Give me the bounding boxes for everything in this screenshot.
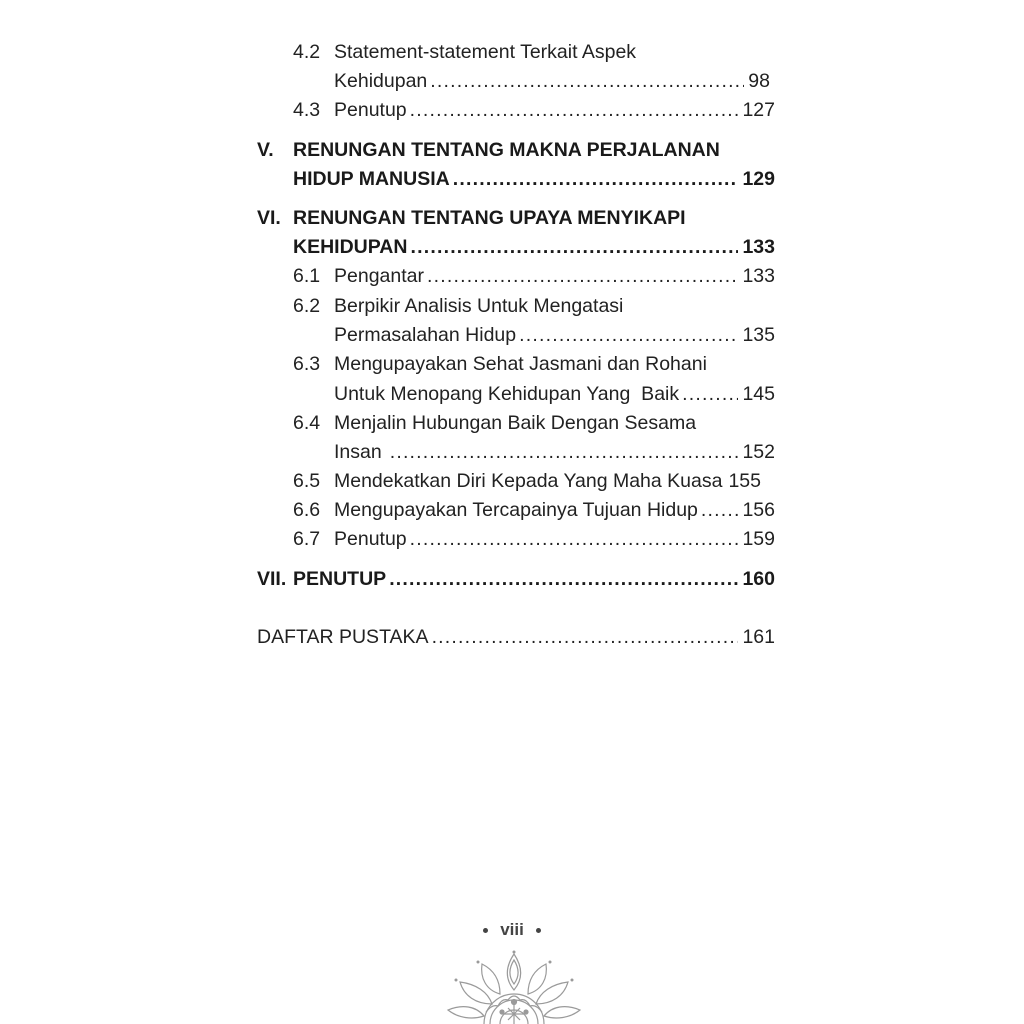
- toc-chapter-number: VII.: [257, 568, 287, 590]
- dot-leader: [410, 233, 738, 262]
- toc-entry-number: 6.3: [293, 353, 321, 375]
- dot-leader: [390, 438, 739, 467]
- bullet-icon: [483, 928, 488, 933]
- toc-entry-number: 6.5: [293, 470, 321, 492]
- dot-leader: [701, 496, 739, 525]
- dot-leader: [427, 262, 738, 291]
- toc-entry-page: 161: [742, 626, 775, 648]
- toc-entry-page: 135: [742, 324, 775, 346]
- toc-entry-4-2: [293, 38, 775, 67]
- toc-entry-6-3-cont: [334, 380, 775, 409]
- dot-leader: [430, 67, 744, 96]
- toc-chapter-title: HIDUP MANUSIA: [293, 168, 450, 190]
- toc-entry-title: Mengupayakan Tercapainya Tujuan Hidup: [334, 499, 698, 521]
- bullet-icon: [536, 928, 541, 933]
- toc-chapter-number: V.: [257, 139, 274, 161]
- toc-entry-title: Statement-statement Terkait Aspek: [334, 41, 637, 63]
- toc-chapter-5: [257, 136, 775, 165]
- toc-entry-number: 4.3: [293, 99, 321, 121]
- toc-entry-6-5: [293, 467, 775, 496]
- page-number-label: viii: [500, 920, 524, 939]
- dot-leader: [682, 380, 738, 409]
- toc-entry-title: Menjalin Hubungan Baik Dengan Sesama: [334, 412, 697, 434]
- toc-chapter-title: PENUTUP: [293, 568, 387, 590]
- mandala-ornament-icon: [442, 950, 586, 1024]
- toc-entry-title: Mendekatkan Diri Kepada Yang Maha Kuasa: [334, 470, 723, 492]
- toc-entry-title: Permasalahan Hidup: [334, 324, 517, 346]
- toc-entry-4-2-cont: [334, 67, 770, 96]
- dot-leader: [389, 565, 738, 594]
- toc-entry-number: 6.4: [293, 412, 321, 434]
- dot-leader: [432, 623, 739, 652]
- toc-entry-title: DAFTAR PUSTAKA: [257, 626, 429, 648]
- toc-chapter-title: KEHIDUPAN: [293, 236, 408, 258]
- dot-leader: [410, 525, 739, 554]
- toc-entry-title: Pengantar: [334, 265, 424, 287]
- dot-leader: [410, 96, 739, 125]
- toc-bibliography: [257, 623, 775, 652]
- toc-entry-title: Kehidupan: [334, 70, 428, 92]
- toc-chapter-title: RENUNGAN TENTANG MAKNA PERJALANAN: [293, 139, 720, 161]
- toc-entry-6-2: [293, 292, 775, 321]
- toc-entry-title: Berpikir Analisis Untuk Mengatasi: [334, 295, 624, 317]
- toc-entry-number: 4.2: [293, 41, 321, 63]
- toc-chapter-number: VI.: [257, 207, 281, 229]
- toc-entry-title: Penutup: [334, 528, 407, 550]
- toc-entry-page: 145: [742, 383, 775, 405]
- toc-entry-title: Penutup: [334, 99, 407, 121]
- toc-entry-title: Untuk Menopang Kehidupan Yang Baik: [334, 383, 680, 405]
- page-number: [0, 918, 1024, 942]
- toc-entry-title: Insan: [334, 441, 382, 463]
- toc-chapter-page: 160: [742, 568, 775, 590]
- toc-entry-6-6: [293, 496, 775, 525]
- toc-entry-6-3: [293, 350, 775, 379]
- toc-entry-4-3: [293, 96, 775, 125]
- toc-entry-page: 155: [728, 470, 761, 492]
- toc-chapter-page: 133: [742, 236, 775, 258]
- dot-leader: [453, 165, 739, 194]
- toc-entry-6-4-cont: [334, 438, 775, 467]
- toc-entry-6-2-cont: [334, 321, 775, 350]
- toc-entry-number: 6.1: [293, 265, 321, 287]
- toc-chapter-7: [257, 565, 775, 594]
- toc-chapter-6: [257, 204, 775, 233]
- dot-leader: [519, 321, 738, 350]
- toc-entry-page: 98: [748, 70, 770, 92]
- toc-entry-page: 152: [742, 441, 775, 463]
- toc-entry-page: 156: [742, 499, 775, 521]
- toc-entry-page: 127: [742, 99, 775, 121]
- toc-entry-page: 159: [742, 528, 775, 550]
- toc-entry-title: Mengupayakan Sehat Jasmani dan Rohani: [334, 353, 707, 375]
- toc-entry-number: 6.7: [293, 528, 321, 550]
- toc-chapter-5-cont: [293, 165, 775, 194]
- toc-entry-6-7: [293, 525, 775, 554]
- toc-entry-6-4: [293, 409, 775, 438]
- toc-entry-page: 133: [742, 265, 775, 287]
- toc-chapter-page: 129: [742, 168, 775, 190]
- toc-entry-6-1: [293, 262, 775, 291]
- toc-chapter-6-cont: [293, 233, 775, 262]
- toc-chapter-title: RENUNGAN TENTANG UPAYA MENYIKAPI: [293, 207, 686, 229]
- toc-entry-number: 6.2: [293, 295, 321, 317]
- toc-entry-number: 6.6: [293, 499, 321, 521]
